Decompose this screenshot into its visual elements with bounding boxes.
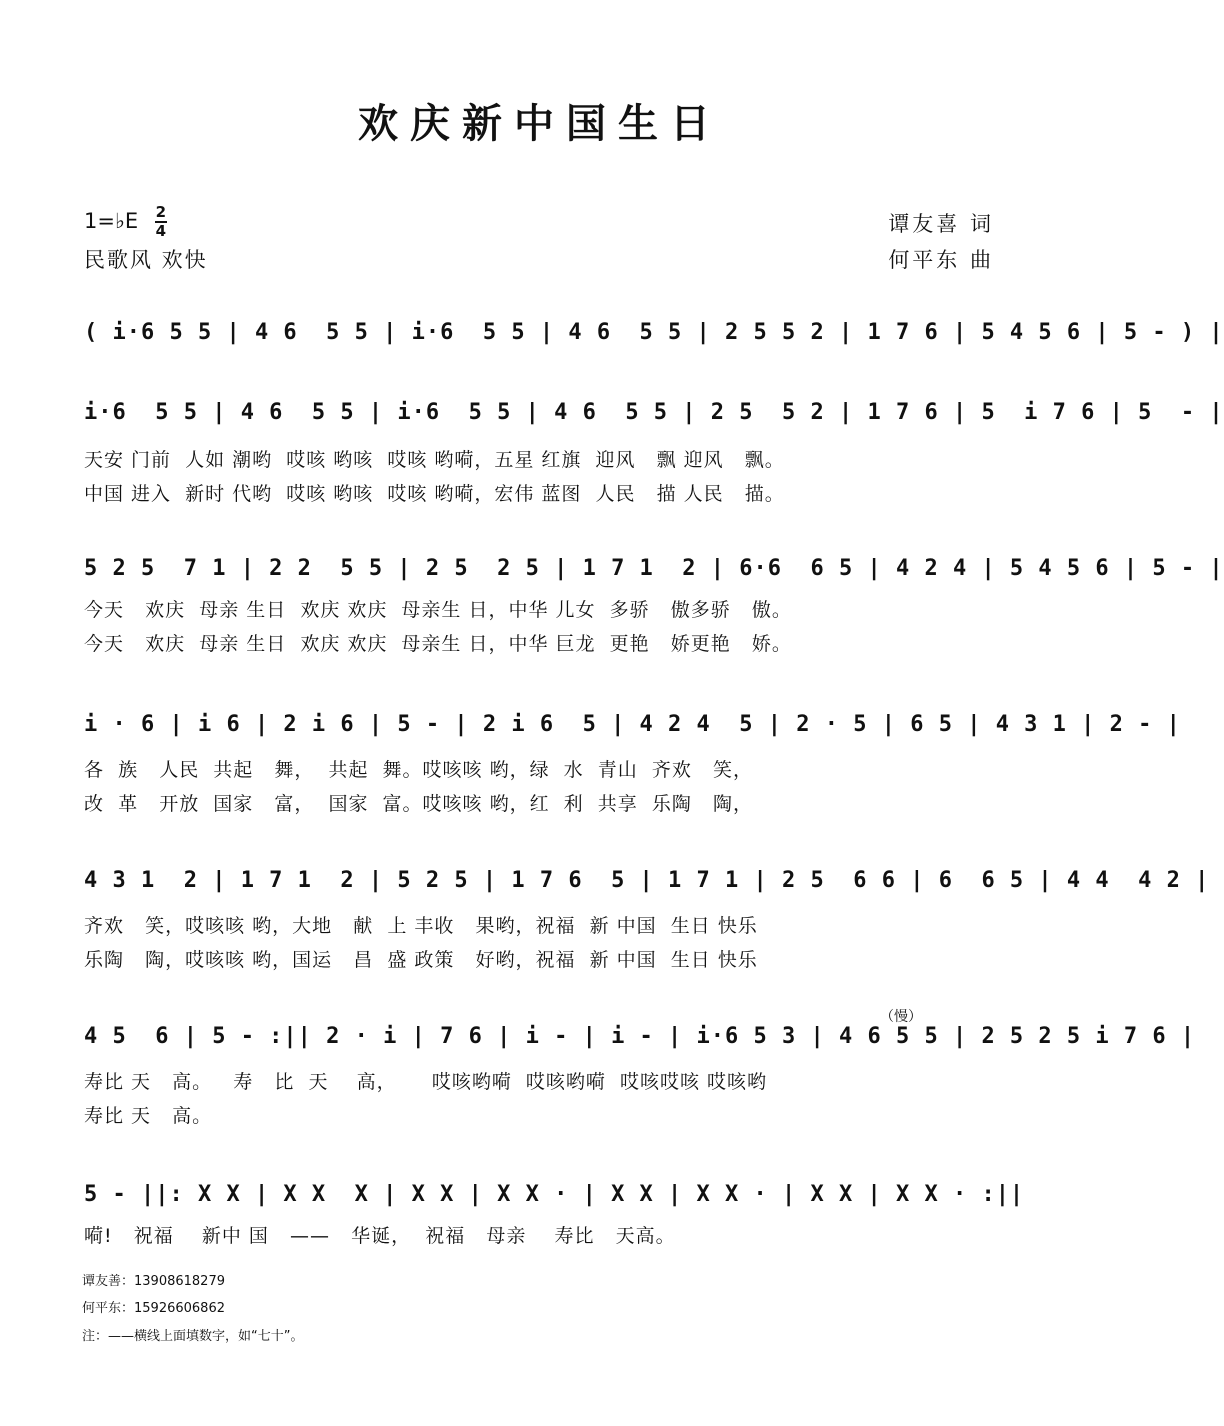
style-marking: 民歌风 欢快 bbox=[84, 248, 208, 272]
lyric-verse-1: 各 族 人民 共起 舞， 共起 舞。哎咳咳 哟，绿 水 青山 齐欢 笑， bbox=[84, 759, 753, 781]
system-6 bbox=[84, 1024, 1196, 1127]
notes-line: 5 2 5 7 1 | 2 2 5 5 | 2 5 2 5 | 1 7 1 2 | 6·6 6 5 | 4 2 4 | 5 4 5 6 | 5 - | bbox=[84, 556, 1224, 581]
composer-credit: 何平东 曲 bbox=[888, 248, 994, 272]
lyric-verse-2: 中国 进入 新时 代哟 哎咳 哟咳 哎咳 哟嗬，宏伟 蓝图 人民 描 人民 描。 bbox=[84, 483, 785, 505]
system-1 bbox=[84, 320, 1224, 354]
song-title: 欢庆新中国生日 bbox=[358, 100, 722, 147]
notes-line: 4 5 6 | 5 - :|| 2 · i | 7 6 | i - | i - | i·6 5 3 | 4 6 5 5 | 2 5 2 5 i 7 6 | bbox=[84, 1024, 1196, 1049]
footer-contact-composer: 何平东：15926606862 bbox=[82, 1301, 225, 1316]
lyric-verse-2: 改 革 开放 国家 富， 国家 富。哎咳咳 哟，红 利 共享 乐陶 陶， bbox=[84, 793, 753, 815]
system-2 bbox=[84, 400, 1224, 505]
time-top: 2 bbox=[155, 203, 167, 221]
notes-line: ( i·6 5 5 | 4 6 5 5 | i·6 5 5 | 4 6 5 5 | 2 5 5 2 | 1 7 6 | 5 4 5 6 | 5 - ) | bbox=[84, 320, 1224, 345]
footer-note: 注：——横线上面填数字，如“七十”。 bbox=[82, 1329, 304, 1344]
system-3 bbox=[84, 556, 1224, 655]
lyric-verse-2: 今天 欢庆 母亲 生日 欢庆 欢庆 母亲生 日，中华 巨龙 更艳 娇更艳 娇。 bbox=[84, 633, 792, 655]
key-label: 1=♭E bbox=[84, 209, 139, 233]
key-signature bbox=[84, 205, 167, 239]
lyric-verse-1: 天安 门前 人如 潮哟 哎咳 哟咳 哎咳 哟嗬，五星 红旗 迎风 飘 迎风 飘。 bbox=[84, 449, 785, 471]
lyricist-credit: 谭友喜 词 bbox=[888, 212, 994, 236]
notes-line: 4 3 1 2 | 1 7 1 2 | 5 2 5 | 1 7 6 5 | 1 7 1 | 2 5 6 6 | 6 6 5 | 4 4 4 2 | bbox=[84, 868, 1210, 893]
lyric-verse-2: 乐陶 陶，哎咳咳 哟，国运 昌 盛 政策 好哟，祝福 新 中国 生日 快乐 bbox=[84, 949, 758, 971]
tempo-mark-slow: （慢） bbox=[880, 1009, 922, 1025]
system-4 bbox=[84, 712, 1181, 815]
lyric-verse-1: 今天 欢庆 母亲 生日 欢庆 欢庆 母亲生 日，中华 儿女 多骄 傲多骄 傲。 bbox=[84, 599, 792, 621]
time-bottom: 4 bbox=[155, 222, 167, 240]
notes-line: i·6 5 5 | 4 6 5 5 | i·6 5 5 | 4 6 5 5 | 2 5 5 2 | 1 7 6 | 5 i 7 6 | 5 - | bbox=[84, 400, 1224, 425]
system-5 bbox=[84, 868, 1210, 971]
footer-contact-lyricist: 谭友善：13908618279 bbox=[82, 1274, 225, 1289]
system-7 bbox=[84, 1182, 1025, 1247]
time-signature bbox=[155, 205, 167, 239]
lyric-verse-1: 齐欢 笑，哎咳咳 哟，大地 献 上 丰收 果哟，祝福 新 中国 生日 快乐 bbox=[84, 915, 758, 937]
notes-line: i · 6 | i 6 | 2 i 6 | 5 - | 2 i 6 5 | 4 2 4 5 | 2 · 5 | 6 5 | 4 3 1 | 2 - | bbox=[84, 712, 1181, 737]
lyric-verse-1: 寿比 天 高。 寿 比 天 高， 哎咳哟嗬 哎咳哟嗬 哎咳哎咳 哎咳哟 bbox=[84, 1071, 768, 1093]
notes-line: 5 - ||: X X | X X X | X X | X X · | X X | X X · | X X | X X · :|| bbox=[84, 1182, 1025, 1207]
lyric-verse-2: 寿比 天 高。 bbox=[84, 1105, 213, 1127]
lyric-refrain: 嗬! 祝福 新中 国 —— 华诞， 祝福 母亲 寿比 天高。 bbox=[84, 1225, 676, 1247]
